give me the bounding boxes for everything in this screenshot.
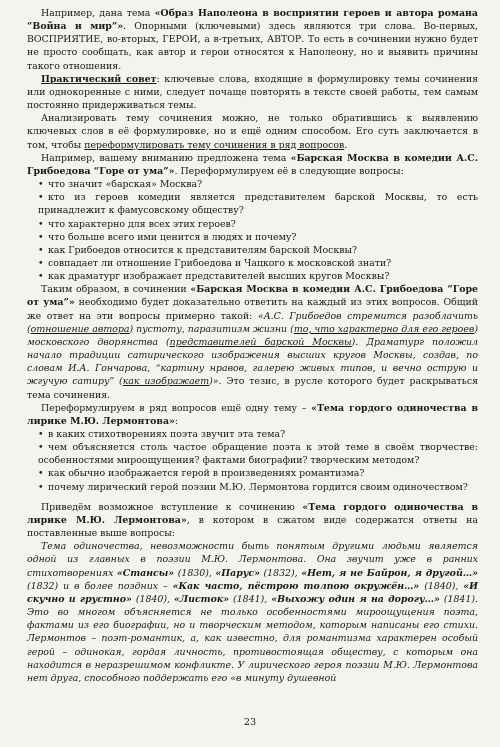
poem-title: «Как часто, пёстрою толпою окружён…» <box>172 580 420 592</box>
list-item: • в каких стихотворениях поэта звучит эта тема? <box>38 429 286 440</box>
topic-griboedov: «Барская Москва в комедии А.С. Грибоедова “Горе от ума”» <box>27 152 478 177</box>
bullet-icon: • <box>38 429 44 440</box>
bullet-icon: • <box>38 468 44 480</box>
list-item: • что больше всего ими ценится в людях и почему? <box>38 231 297 243</box>
paragraph-griboedov-topic: Например, вашему вниманию предложена тема «Барская Москва в комедии А.С. Грибоедова “Горе от ума”». Переформулируем её в следующие вопросы: <box>27 152 478 177</box>
list-item: • кто из героев комедии является представителем барской Москвы, то есть принадлежит к фамусовскому обществу? <box>38 192 478 217</box>
bullet-icon: • <box>38 231 44 243</box>
bullet-icon: • <box>38 179 44 191</box>
poem-title: «Выхожу один я на дорогу…» <box>271 593 440 605</box>
topic-napoleon: «Образ Наполеона в восприятии героев и автора романа “Война и мир”» <box>27 8 478 33</box>
paragraph-griboedov-answer: Таким образом, в сочинении «Барская Москва в комедии А.С. Грибоедова “Горе от ума”» необходимо будет доказательно ответить на каждый из этих вопросов. Общий же ответ на эти вопросы примерно такой: «А.С. Грибоедов стремится разоблачить (отношение автора) пустоту, паразитизм жизни (то, что характерно для его героев) московского дворянства (представителей барской Москвы). Драматург положил начало традиции сатирического изображения высших кругов Москвы, создав, по словам И.А. Гончарова, “картину нравов, галерею живых типов, и вечно острую и жгучую сатиру” (как изображает)». Это тезис, в русле которого будет раскрываться тема сочинения. <box>27 284 478 401</box>
bullet-icon: • <box>38 257 44 269</box>
poem-title: «Нет, я не Байрон, я другой…» <box>301 567 478 579</box>
bullet-icon: • <box>38 271 44 283</box>
page-number: 23 <box>243 717 257 728</box>
list-item: • что значит «барская» Москва? <box>38 179 203 191</box>
bullet-icon: • <box>38 244 44 256</box>
paragraph-sample-introduction: Тема одиночества, невозможности быть понятым другими людьми является одной из главных в поэзии М.Ю. Лермонтова. Она звучит уже в ранних стихотворениях «Стансы» (1830), «Парус» (1832), «Нет, я не Байрон, я другой…» (1832) и в более поздних – «Как часто, пёстрою толпою окружён…» (1840), «И скучно и грустно» (1840), «Листок» (1841), «Выхожу один я на дорогу…» (1841). Это во многом объясняется не только особенностями мироощущения поэта, фактами из его биографии, но и творческим методом, которым написаны его стихи. Лермонтов – поэт-романтик, а, как известно, для романтизма характерен особый герой – одинокая, гордая личность, противостоящая обществу, с которым она находится в неразрешимом конфликте. У лирического героя поэзии М.Ю. Лермонтова нет друга, способного поддержать его «в минуту душевной <box>27 541 479 684</box>
list-item: • совпадает ли отношение Грибоедова и Чацкого к московской знати? <box>38 257 392 269</box>
list-item: • почему лирический герой поэзии М.Ю. Лермонтова гордится своим одиночеством? <box>38 481 468 493</box>
poem-title: «Листок» <box>174 593 230 605</box>
list-item: • как Грибоедов относится к представителям барской Москвы? <box>38 244 357 256</box>
list-item: • как обычно изображается герой в произведениях романтизма? <box>38 468 365 480</box>
sample-answer: «А.С. Грибоедов стремится разоблачить (отношение автора) пустоту, паразитизм жизни (то, что характерно для его героев) московского дворянства (представителей барской Москвы). Драматург положил начало традиции сатирического изображения высших кругов Москвы, создав, по словам И.А. Гончарова, “картину нравов, галерею живых типов, и вечно острую и жгучую сатиру” (как изображает)». <box>27 310 478 388</box>
reformulate-phrase: переформулировать тему сочинения в ряд вопросов <box>84 139 345 151</box>
practical-advice-label: Практический совет <box>41 73 157 85</box>
paragraph-napoleon-example: Например, дана тема «Образ Наполеона в восприятии героев и автора романа “Война и мир”». Опорными (ключевыми) здесь являются три слова. Во-первых, ВОСПРИЯТИЕ, во-вторых, ГЕРОИ, а в-третьих, АВТОР. То есть в сочинении нужно будет не просто сообщать, как автор и герои относятся к Наполеону, но и выявить причины такого отношения. <box>27 8 478 72</box>
paragraph-reformulate: Анализировать тему сочинения можно, не только обратившись к выявлению ключевых слов в её формулировке, но и ещё одним способом. Его суть заключается в том, чтобы переформулировать тему сочинения в ряд вопросов. <box>27 113 478 151</box>
topic-griboedov-repeat: «Барская Москва в комедии А.С. Грибоедова “Горе от ума”» <box>27 284 478 309</box>
paragraph-practical-advice: Практический совет: ключевые слова, входящие в формулировку темы сочинения или однокоренные с ними, следует почаще повторять в тексте своей работы, тем самым постоянно придерживаться темы. <box>27 73 478 112</box>
bullet-icon: • <box>38 192 44 204</box>
list-item: • что характерно для всех этих героев? <box>38 218 236 230</box>
poem-title: «Стансы» <box>116 567 175 579</box>
question-list-lermontov <box>27 428 478 494</box>
bullet-icon: • <box>38 481 44 493</box>
bullet-icon: • <box>38 218 44 230</box>
paragraph-lermontov-topic: Переформулируем в ряд вопросов ещё одну тему – «Тема гордого одиночества в лирике М.Ю. Лермонтова»: <box>27 402 478 427</box>
paragraph-lermontov-intro: Приведём возможное вступление к сочинению «Тема гордого одиночества в лирике М.Ю. Лермонтова», в котором в сжатом виде содержатся ответы на поставленные выше вопросы: <box>27 501 479 540</box>
topic-lermontov: «Тема гордого одиночества в лирике М.Ю. Лермонтова» <box>27 402 478 427</box>
poem-title: «Парус» <box>215 567 260 579</box>
poem-title: «И скучно и грустно» <box>27 580 479 605</box>
question-list-griboedov <box>27 178 478 283</box>
bullet-icon: • <box>38 442 44 454</box>
list-item: • чем объясняется столь частое обращение поэта к этой теме в своём творчестве: особенностями мироощущения? фактами биографии? творческим методом? <box>38 442 478 467</box>
list-item: • как драматург изображает представителей высших кругов Москвы? <box>38 271 390 283</box>
topic-lermontov-repeat: «Тема гордого одиночества в лирике М.Ю. Лермонтова» <box>27 501 478 526</box>
spacer <box>27 494 478 501</box>
